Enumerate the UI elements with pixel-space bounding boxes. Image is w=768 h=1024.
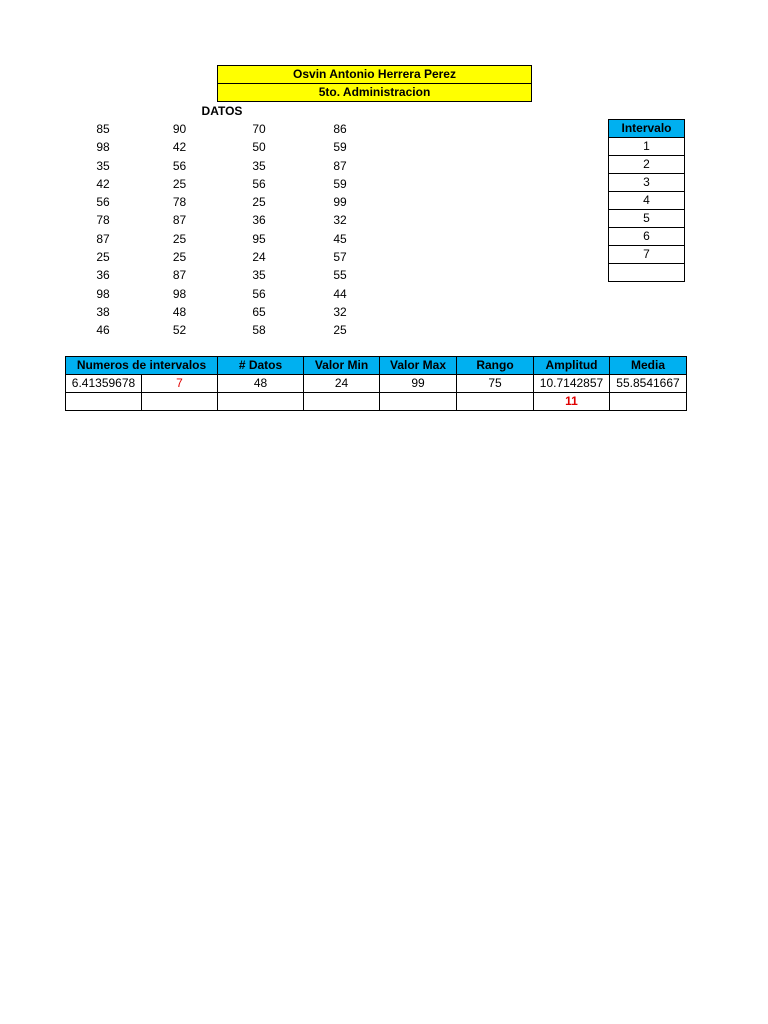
datos-label: DATOS xyxy=(201,104,243,118)
interval-header[interactable]: Intervalo xyxy=(609,120,685,138)
data-cell[interactable]: 56 xyxy=(252,176,266,191)
data-cell[interactable]: 44 xyxy=(333,286,347,301)
data-row xyxy=(64,321,379,339)
amplitud-header[interactable]: Amplitud xyxy=(534,357,610,375)
data-cell[interactable]: 87 xyxy=(96,231,110,246)
data-cell[interactable]: 78 xyxy=(96,213,110,228)
data-cell[interactable]: 46 xyxy=(96,323,110,338)
empty-cell[interactable] xyxy=(457,393,534,411)
data-cell[interactable]: 48 xyxy=(172,304,187,319)
valor-min-header[interactable]: Valor Min xyxy=(304,357,380,375)
data-cell[interactable]: 55 xyxy=(333,268,347,283)
data-cell[interactable]: 25 xyxy=(96,250,110,265)
data-cell[interactable]: 42 xyxy=(96,176,110,191)
empty-cell[interactable] xyxy=(66,393,142,411)
data-cell[interactable]: 78 xyxy=(172,195,187,210)
data-cell[interactable]: 99 xyxy=(333,195,347,210)
student-name-header[interactable]: Osvin Antonio Herrera Perez xyxy=(217,65,532,84)
data-cell[interactable]: 70 xyxy=(252,122,266,136)
empty-cell[interactable] xyxy=(304,393,380,411)
data-row xyxy=(64,193,379,211)
data-cell[interactable]: 32 xyxy=(333,304,347,319)
data-grid xyxy=(64,120,379,340)
data-cell[interactable]: 56 xyxy=(252,286,266,301)
valor-max-cell[interactable]: 99 xyxy=(380,375,457,393)
data-cell[interactable]: 35 xyxy=(252,268,266,283)
data-cell[interactable]: 57 xyxy=(333,250,347,265)
data-cell[interactable]: 52 xyxy=(172,323,187,338)
datos-count-header[interactable]: # Datos xyxy=(218,357,304,375)
interval-cell[interactable]: 3 xyxy=(609,174,685,192)
media-cell[interactable]: 55.8541667 xyxy=(610,375,687,393)
data-cell[interactable]: 58 xyxy=(252,323,266,338)
interval-cell[interactable] xyxy=(609,264,685,282)
data-cell[interactable]: 56 xyxy=(172,158,187,173)
empty-cell[interactable] xyxy=(610,393,687,411)
data-cell[interactable]: 87 xyxy=(172,268,187,283)
data-cell[interactable]: 45 xyxy=(333,231,347,246)
data-cell[interactable]: 85 xyxy=(96,122,110,136)
data-row xyxy=(64,285,379,303)
data-cell[interactable]: 98 xyxy=(96,140,110,155)
numeros-rounded-cell[interactable]: 7 xyxy=(142,375,218,393)
data-cell[interactable]: 95 xyxy=(252,231,266,246)
data-cell[interactable]: 25 xyxy=(333,323,347,338)
data-row xyxy=(64,230,379,248)
empty-cell[interactable] xyxy=(218,393,304,411)
data-cell[interactable]: 87 xyxy=(333,158,347,173)
data-cell[interactable]: 25 xyxy=(252,195,266,210)
course-header[interactable]: 5to. Administracion xyxy=(217,83,532,102)
data-cell[interactable]: 90 xyxy=(172,122,187,136)
data-cell[interactable]: 98 xyxy=(172,286,187,301)
data-cell[interactable]: 42 xyxy=(172,140,187,155)
data-cell[interactable]: 50 xyxy=(252,140,266,155)
data-row xyxy=(64,138,379,156)
data-row xyxy=(64,120,379,138)
datos-count-cell[interactable]: 48 xyxy=(218,375,304,393)
data-cell[interactable]: 36 xyxy=(96,268,110,283)
media-header[interactable]: Media xyxy=(610,357,687,375)
data-cell[interactable]: 25 xyxy=(172,176,187,191)
data-cell[interactable]: 32 xyxy=(333,213,347,228)
data-row xyxy=(64,175,379,193)
data-row xyxy=(64,266,379,284)
interval-cell[interactable]: 6 xyxy=(609,228,685,246)
data-cell[interactable]: 35 xyxy=(252,158,266,173)
data-cell[interactable]: 25 xyxy=(172,231,187,246)
data-cell[interactable]: 86 xyxy=(333,122,347,136)
interval-cell[interactable]: 4 xyxy=(609,192,685,210)
data-cell[interactable]: 98 xyxy=(96,286,110,301)
interval-cell[interactable]: 7 xyxy=(609,246,685,264)
data-row xyxy=(64,303,379,321)
data-cell[interactable]: 56 xyxy=(96,195,110,210)
data-cell[interactable]: 59 xyxy=(333,176,347,191)
interval-cell[interactable]: 2 xyxy=(609,156,685,174)
amplitud-cell[interactable]: 10.7142857 xyxy=(534,375,610,393)
data-cell[interactable]: 24 xyxy=(252,250,266,265)
data-row xyxy=(64,157,379,175)
amplitud-rounded-cell[interactable]: 11 xyxy=(534,393,610,411)
data-row xyxy=(64,211,379,229)
interval-table xyxy=(608,119,685,282)
summary-table xyxy=(65,356,687,411)
numeros-exact-cell[interactable]: 6.41359678 xyxy=(66,375,142,393)
data-cell[interactable]: 35 xyxy=(96,158,110,173)
data-cell[interactable]: 25 xyxy=(172,250,187,265)
rango-cell[interactable]: 75 xyxy=(457,375,534,393)
numeros-intervalos-header[interactable]: Numeros de intervalos xyxy=(66,357,218,375)
empty-cell[interactable] xyxy=(380,393,457,411)
interval-cell[interactable]: 5 xyxy=(609,210,685,228)
rango-header[interactable]: Rango xyxy=(457,357,534,375)
valor-min-cell[interactable]: 24 xyxy=(304,375,380,393)
valor-max-header[interactable]: Valor Max xyxy=(380,357,457,375)
data-cell[interactable]: 65 xyxy=(252,304,266,319)
data-cell[interactable]: 38 xyxy=(96,304,110,319)
empty-cell[interactable] xyxy=(142,393,218,411)
data-cell[interactable]: 36 xyxy=(252,213,266,228)
data-cell[interactable]: 59 xyxy=(333,140,347,155)
interval-cell[interactable]: 1 xyxy=(609,138,685,156)
data-cell[interactable]: 87 xyxy=(172,213,187,228)
data-row xyxy=(64,248,379,266)
